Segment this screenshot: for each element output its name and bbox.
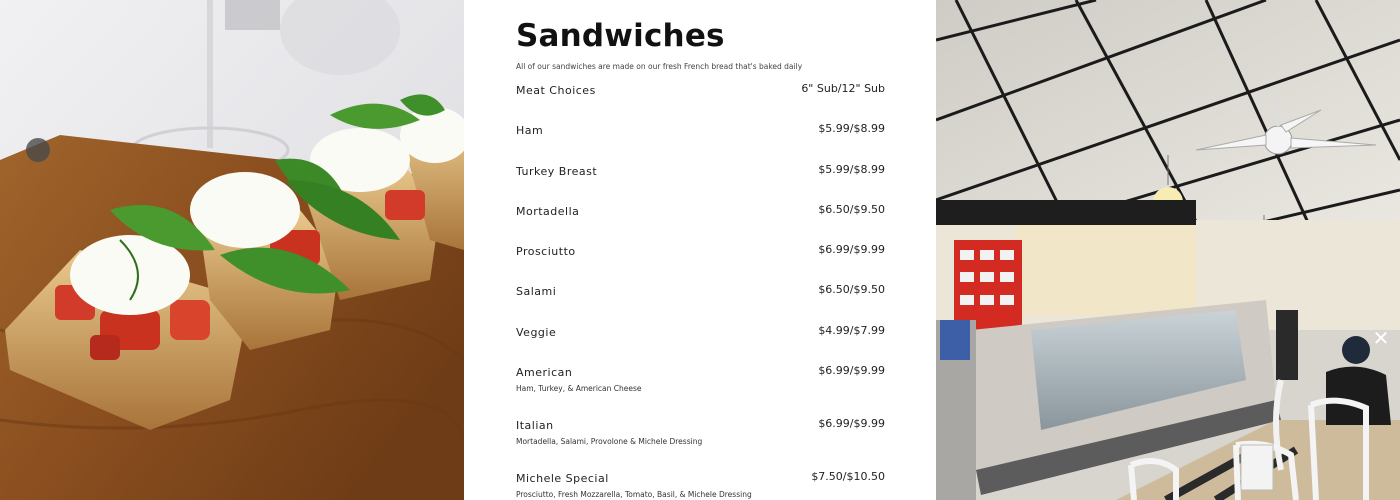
menu-item [516,84,885,124]
menu-item-price: $5.99/$8.99 [818,163,885,176]
menu-item-name: Mortadella [516,205,580,218]
menu-item [516,205,885,245]
menu-item-name: Salami [516,285,557,298]
menu-item-price: $6.99/$9.99 [818,364,885,377]
deli-interior-photo [936,0,1400,500]
menu-item-name: Italian [516,419,554,432]
menu-item-name: Ham [516,124,544,137]
bruschetta-photo [0,0,464,500]
menu-subtitle: All of our sandwiches are made on our fresh French bread that's baked daily [516,62,803,71]
menu-item-name: Veggie [516,326,557,339]
menu-item [516,366,885,406]
menu-item [516,419,885,459]
menu-item-name: Prosciutto [516,245,576,258]
menu-item-price: $6.50/$9.50 [818,283,885,296]
menu-item-price: $6.50/$9.50 [818,203,885,216]
menu-item-description: Prosciutto, Fresh Mozzarella, Tomato, Basil, & Michele Dressing [516,490,752,499]
menu-item-price: 6" Sub/12" Sub [801,82,885,95]
menu-title: Sandwiches [516,18,725,54]
menu-item [516,124,885,164]
menu-item [516,245,885,285]
menu-item-price: $5.99/$8.99 [818,122,885,135]
menu-item [516,285,885,325]
menu-item-price: $6.99/$9.99 [818,417,885,430]
bruschetta-illustration [0,0,464,500]
menu-item-description: Mortadella, Salami, Provolone & Michele Dressing [516,437,703,446]
menu-item-name: American [516,366,573,379]
menu-item [516,165,885,205]
menu-item [516,326,885,366]
menu-item-price: $4.99/$7.99 [818,324,885,337]
menu-item-price: $6.99/$9.99 [818,243,885,256]
close-icon[interactable]: ✕ [1372,326,1390,350]
menu-panel [464,0,936,500]
deli-interior-illustration [936,0,1400,500]
menu-item-name: Meat Choices [516,84,596,97]
menu-item-price: $7.50/$10.50 [811,470,885,483]
menu-item [516,472,885,500]
menu-item-name: Michele Special [516,472,609,485]
menu-item-name: Turkey Breast [516,165,598,178]
menu-item-description: Ham, Turkey, & American Cheese [516,384,642,393]
